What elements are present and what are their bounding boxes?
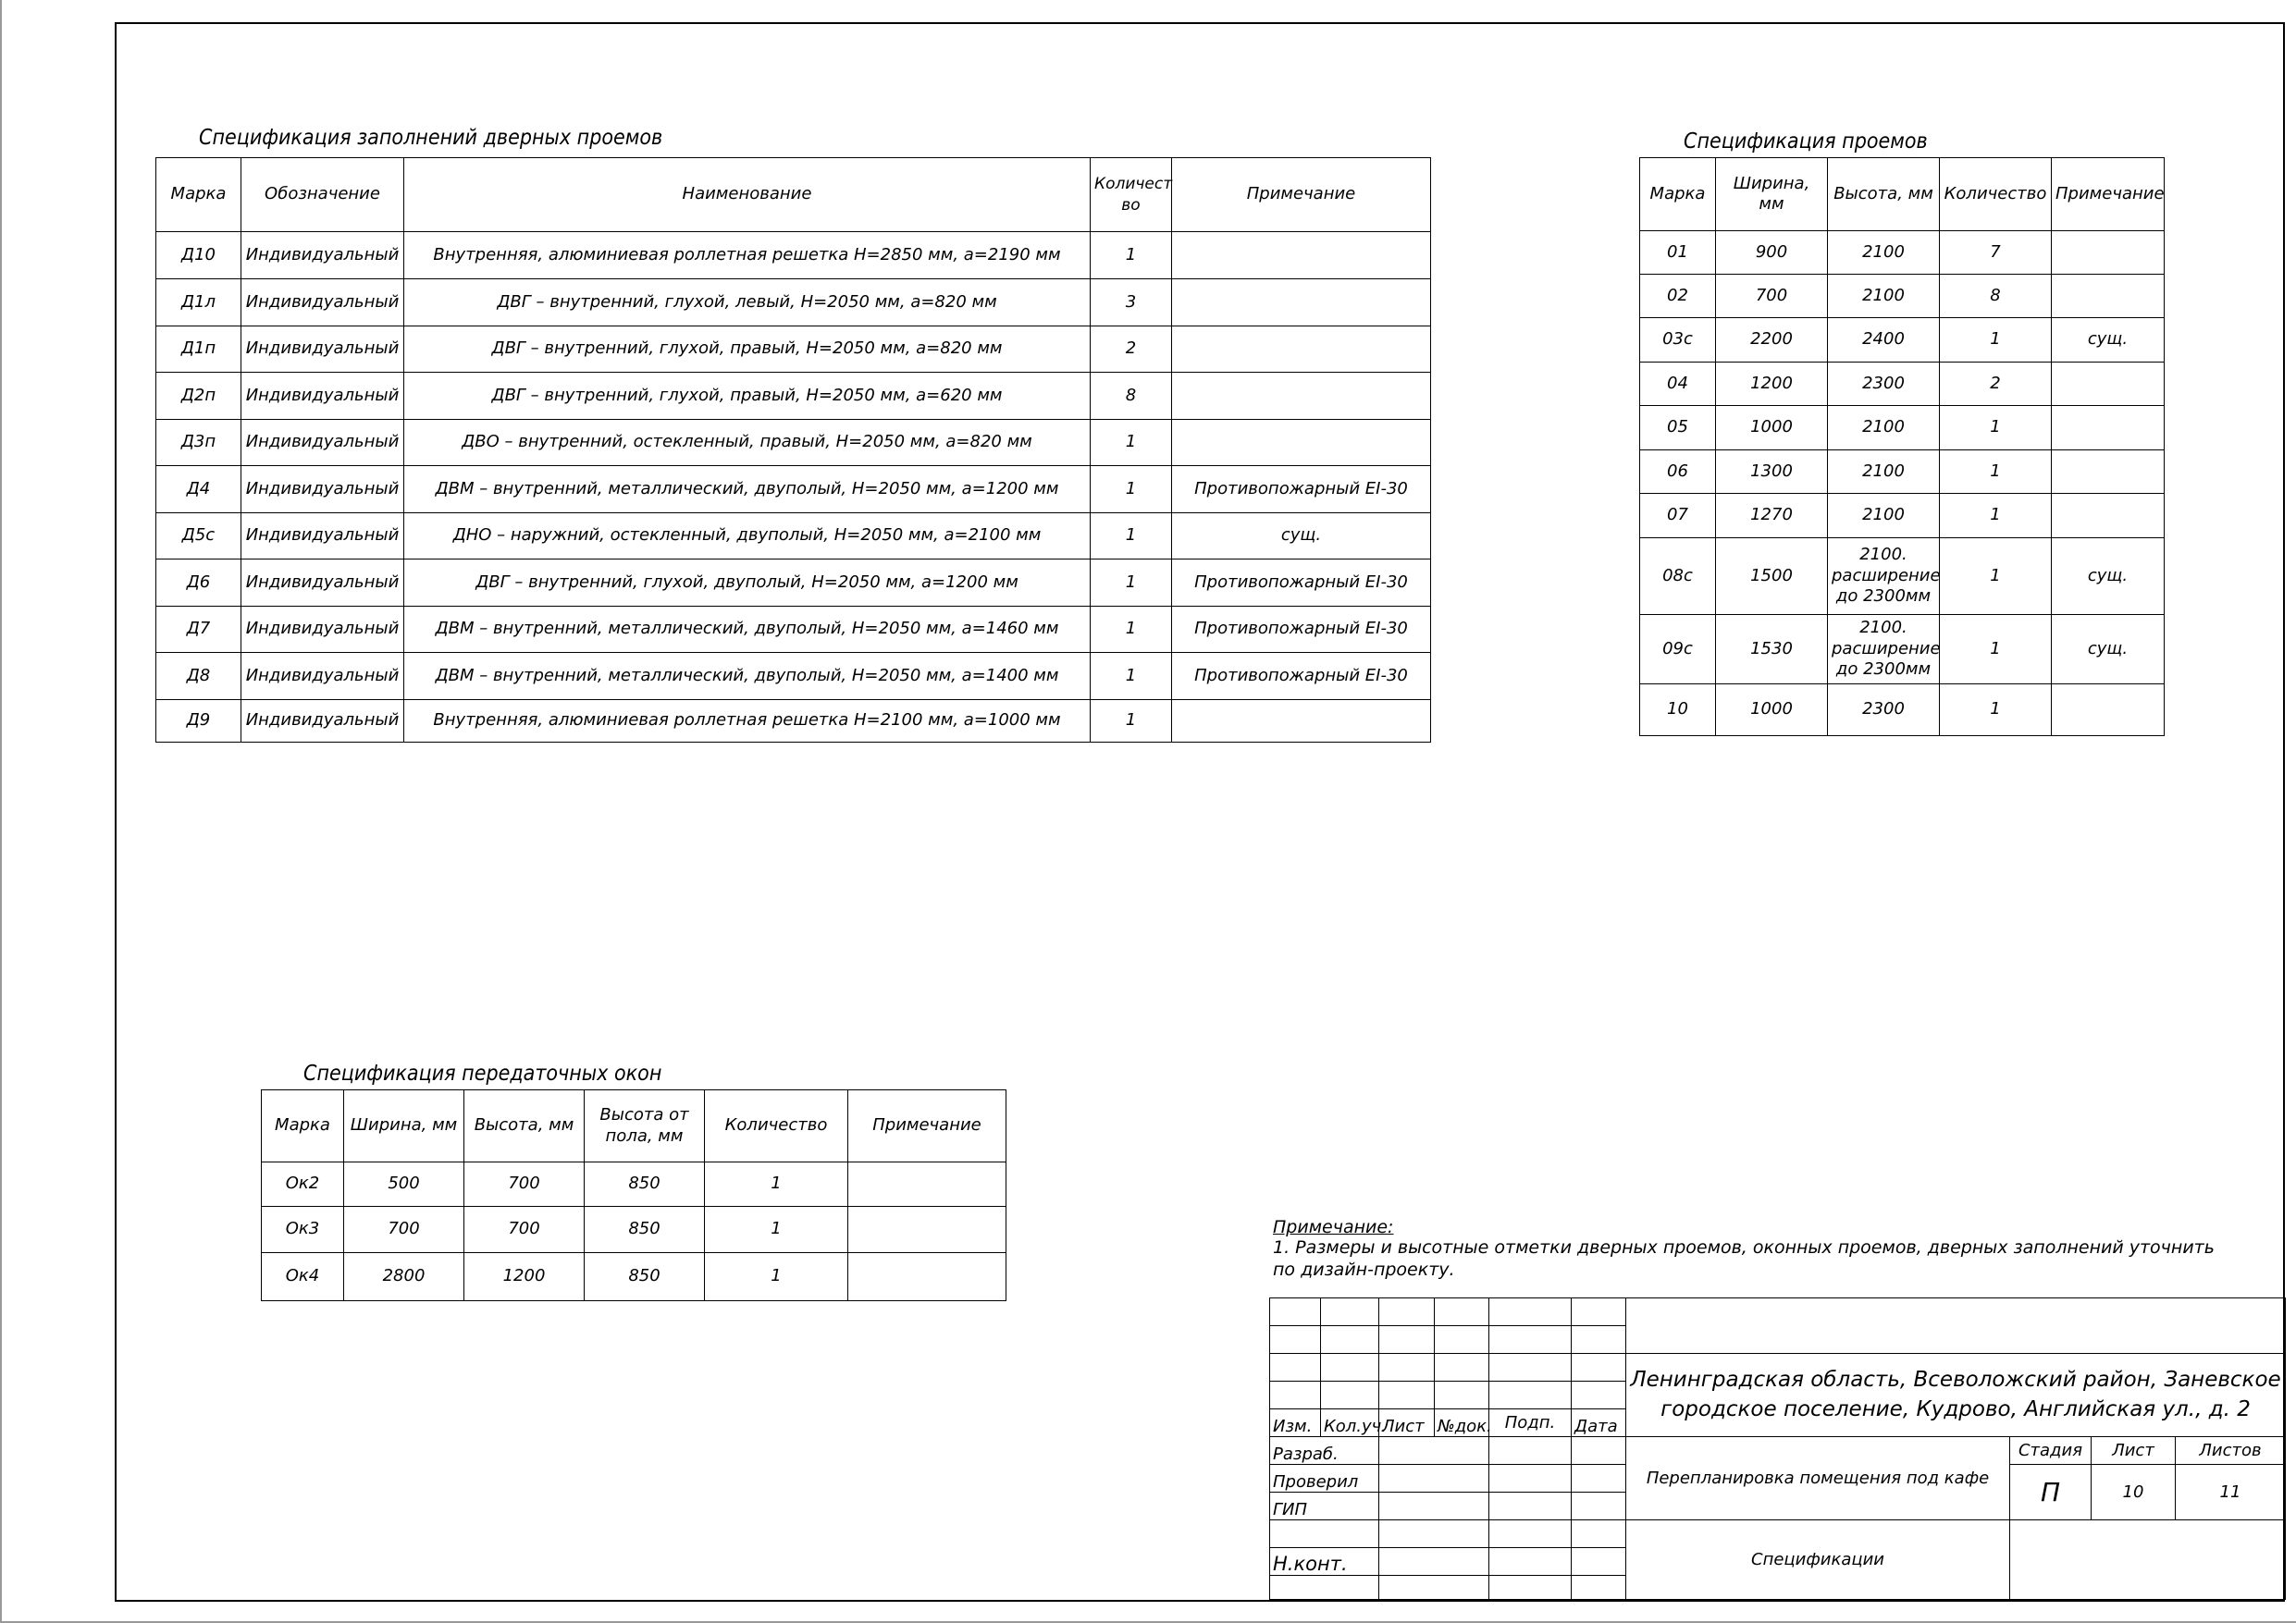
table-cell: 2 bbox=[1940, 363, 2052, 406]
table-cell: 700 bbox=[344, 1207, 464, 1253]
table-cell: 1 bbox=[1940, 615, 2052, 684]
doors-spec-table bbox=[155, 157, 1431, 743]
windows-header: Высота, мм bbox=[464, 1090, 585, 1162]
table-cell: 10 bbox=[1640, 684, 1716, 736]
table-row bbox=[262, 1207, 1006, 1253]
table-cell: 700 bbox=[1716, 275, 1828, 318]
sheet-label: Лист bbox=[2092, 1437, 2176, 1465]
table-cell: 1000 bbox=[1716, 684, 1828, 736]
table-row bbox=[156, 373, 1431, 420]
table-cell: 900 bbox=[1716, 231, 1828, 275]
table-cell bbox=[2052, 231, 2165, 275]
openings-header: Количество bbox=[1940, 158, 2052, 231]
table-row bbox=[156, 326, 1431, 373]
stamp-col-header: Дата bbox=[1572, 1409, 1626, 1437]
table-cell: Индивидуальный bbox=[241, 653, 404, 700]
table-cell: Внутренняя, алюминиевая роллетная решетка H=2100 мм, a=1000 мм bbox=[404, 700, 1091, 743]
table-cell: сущ. bbox=[2052, 318, 2165, 363]
table-cell: 1 bbox=[705, 1162, 848, 1207]
table-cell: 01 bbox=[1640, 231, 1716, 275]
table-cell: Д2п bbox=[156, 373, 241, 420]
table-cell: 700 bbox=[464, 1207, 585, 1253]
table-cell: Д6 bbox=[156, 559, 241, 607]
note-text: 1. Размеры и высотные отметки дверных проемов, оконных проемов, дверных заполнений уточнить по дизайн-проекту. bbox=[1273, 1237, 2215, 1280]
table-cell: сущ. bbox=[1172, 513, 1431, 559]
table-cell: Д7 bbox=[156, 607, 241, 653]
table-cell bbox=[2052, 450, 2165, 494]
table-cell: 07 bbox=[1640, 494, 1716, 538]
table-row bbox=[156, 559, 1431, 607]
windows-header: Количество bbox=[705, 1090, 848, 1162]
table-cell: 2100 bbox=[1828, 231, 1940, 275]
table-cell: ДВМ – внутренний, металлический, двуполый, H=2050 мм, a=1200 мм bbox=[404, 466, 1091, 513]
table-cell bbox=[1172, 279, 1431, 326]
table-row bbox=[156, 513, 1431, 559]
sheet-number: 10 bbox=[2092, 1465, 2176, 1520]
table-cell: 06 bbox=[1640, 450, 1716, 494]
stamp-col-header: Кол.уч. bbox=[1321, 1409, 1379, 1437]
openings-header: Высота, мм bbox=[1828, 158, 1940, 231]
table-cell: 7 bbox=[1940, 231, 2052, 275]
object-address: Ленинградская область, Всеволожский район, Заневское городское поселение, Кудрово, Английская ул., д. 2 bbox=[1626, 1354, 2286, 1437]
table-cell: Д10 bbox=[156, 232, 241, 279]
table-cell: 1 bbox=[1940, 450, 2052, 494]
table-cell: Ок2 bbox=[262, 1162, 344, 1207]
table-cell: 2100 bbox=[1828, 275, 1940, 318]
table-cell: ДВГ – внутренний, глухой, правый, H=2050 мм, a=620 мм bbox=[404, 373, 1091, 420]
stage-label: Стадия bbox=[2010, 1437, 2092, 1465]
table-cell: 1270 bbox=[1716, 494, 1828, 538]
openings-header-row bbox=[1640, 158, 2165, 231]
table-cell: 08с bbox=[1640, 538, 1716, 615]
table-cell: 2800 bbox=[344, 1253, 464, 1301]
table-cell: 500 bbox=[344, 1162, 464, 1207]
table-row bbox=[1640, 684, 2165, 736]
table-cell: 2100 bbox=[1828, 450, 1940, 494]
table-cell: 05 bbox=[1640, 406, 1716, 450]
table-cell bbox=[1172, 373, 1431, 420]
table-cell: ДВМ – внутренний, металлический, двуполый, H=2050 мм, a=1460 мм bbox=[404, 607, 1091, 653]
table-cell: Индивидуальный bbox=[241, 279, 404, 326]
stamp-role: ГИП bbox=[1270, 1493, 1379, 1520]
table-cell: Д3п bbox=[156, 420, 241, 466]
table-cell: Индивидуальный bbox=[241, 420, 404, 466]
table-cell: Ок4 bbox=[262, 1253, 344, 1301]
table-cell: 1 bbox=[1940, 494, 2052, 538]
table-cell: 1300 bbox=[1716, 450, 1828, 494]
table-cell: Индивидуальный bbox=[241, 373, 404, 420]
table-row bbox=[156, 653, 1431, 700]
openings-spec-table bbox=[1639, 157, 2165, 736]
table-row bbox=[1640, 494, 2165, 538]
table-cell bbox=[1172, 232, 1431, 279]
table-row bbox=[262, 1162, 1006, 1207]
table-cell: 1 bbox=[1940, 538, 2052, 615]
doors-header: Количест во bbox=[1091, 158, 1172, 232]
table-cell: 1 bbox=[705, 1253, 848, 1301]
table-cell bbox=[848, 1207, 1006, 1253]
table-row bbox=[156, 466, 1431, 513]
table-row bbox=[1640, 615, 2165, 684]
table-row bbox=[1640, 450, 2165, 494]
stamp-role: Разраб. bbox=[1270, 1437, 1379, 1465]
table-cell bbox=[1172, 326, 1431, 373]
table-row bbox=[1640, 275, 2165, 318]
openings-header: Примечание bbox=[2052, 158, 2165, 231]
table-cell: Д1л bbox=[156, 279, 241, 326]
doors-header: Марка bbox=[156, 158, 241, 232]
table-cell: 1 bbox=[1940, 684, 2052, 736]
doors-header: Обозначение bbox=[241, 158, 404, 232]
table-cell: 2200 bbox=[1716, 318, 1828, 363]
table-cell: 2400 bbox=[1828, 318, 1940, 363]
stamp-col-header: Подп. bbox=[1489, 1409, 1572, 1437]
table-cell: Индивидуальный bbox=[241, 466, 404, 513]
table-cell: Ок3 bbox=[262, 1207, 344, 1253]
table-cell: 700 bbox=[464, 1162, 585, 1207]
table-row bbox=[1640, 363, 2165, 406]
doors-table-title: Спецификация заполнений дверных проемов bbox=[199, 126, 663, 150]
table-cell: 1530 bbox=[1716, 615, 1828, 684]
table-cell bbox=[2052, 406, 2165, 450]
table-cell: 1000 bbox=[1716, 406, 1828, 450]
table-cell: 02 bbox=[1640, 275, 1716, 318]
doors-header: Примечание bbox=[1172, 158, 1431, 232]
stage-value: П bbox=[2010, 1465, 2092, 1520]
table-cell bbox=[1172, 700, 1431, 743]
table-cell: 1 bbox=[1091, 466, 1172, 513]
windows-table-title: Спецификация передаточных окон bbox=[303, 1062, 662, 1086]
table-cell bbox=[2052, 275, 2165, 318]
table-cell: 1 bbox=[1091, 607, 1172, 653]
table-row bbox=[156, 700, 1431, 743]
table-cell: 1500 bbox=[1716, 538, 1828, 615]
stamp-col-header: Изм. bbox=[1270, 1409, 1321, 1437]
table-row bbox=[156, 232, 1431, 279]
table-cell: Д4 bbox=[156, 466, 241, 513]
table-cell bbox=[1172, 420, 1431, 466]
table-cell: 2100 bbox=[1828, 406, 1940, 450]
table-cell: Индивидуальный bbox=[241, 232, 404, 279]
table-row bbox=[1640, 538, 2165, 615]
table-cell: 850 bbox=[585, 1162, 705, 1207]
stamp-role: Н.конт. bbox=[1270, 1548, 1379, 1576]
openings-header: Ширина, мм bbox=[1716, 158, 1828, 231]
table-cell: Индивидуальный bbox=[241, 326, 404, 373]
table-cell: 850 bbox=[585, 1253, 705, 1301]
table-cell: ДВГ – внутренний, глухой, двуполый, H=2050 мм, a=1200 мм bbox=[404, 559, 1091, 607]
openings-header: Марка bbox=[1640, 158, 1716, 231]
windows-header: Ширина, мм bbox=[344, 1090, 464, 1162]
sheets-total: 11 bbox=[2176, 1465, 2286, 1520]
table-cell: Д1п bbox=[156, 326, 241, 373]
table-row bbox=[1640, 406, 2165, 450]
table-cell: 1 bbox=[1091, 420, 1172, 466]
table-cell: 04 bbox=[1640, 363, 1716, 406]
table-cell bbox=[2052, 363, 2165, 406]
table-cell bbox=[2052, 684, 2165, 736]
table-row bbox=[156, 420, 1431, 466]
stamp-role: Проверил bbox=[1270, 1465, 1379, 1493]
project-name: Перепланировка помещения под кафе bbox=[1626, 1437, 2010, 1520]
table-cell: 1 bbox=[1091, 513, 1172, 559]
table-cell: 1 bbox=[1091, 232, 1172, 279]
table-cell: ДВО – внутренний, остекленный, правый, H=2050 мм, a=820 мм bbox=[404, 420, 1091, 466]
title-block bbox=[1269, 1297, 2286, 1600]
windows-header-row bbox=[262, 1090, 1006, 1162]
table-cell: Противопожарный EI-30 bbox=[1172, 466, 1431, 513]
table-cell: Индивидуальный bbox=[241, 559, 404, 607]
table-cell: 1 bbox=[1940, 318, 2052, 363]
table-cell: 2300 bbox=[1828, 684, 1940, 736]
table-row bbox=[156, 607, 1431, 653]
table-cell: 3 bbox=[1091, 279, 1172, 326]
table-cell: 03с bbox=[1640, 318, 1716, 363]
table-cell: Д8 bbox=[156, 653, 241, 700]
table-cell: 09с bbox=[1640, 615, 1716, 684]
table-cell: 1200 bbox=[1716, 363, 1828, 406]
table-cell: ДНО – наружний, остекленный, двуполый, H=2050 мм, a=2100 мм bbox=[404, 513, 1091, 559]
sheets-label: Листов bbox=[2176, 1437, 2286, 1465]
sheet-title: Спецификации bbox=[1626, 1520, 2010, 1600]
table-cell: 1 bbox=[1940, 406, 2052, 450]
table-cell: 8 bbox=[1940, 275, 2052, 318]
table-cell: Индивидуальный bbox=[241, 513, 404, 559]
note-title: Примечание: bbox=[1273, 1217, 1394, 1237]
table-cell: ДВМ – внутренний, металлический, двуполый, H=2050 мм, a=1400 мм bbox=[404, 653, 1091, 700]
table-cell: сущ. bbox=[2052, 538, 2165, 615]
table-cell: Индивидуальный bbox=[241, 607, 404, 653]
table-cell bbox=[848, 1253, 1006, 1301]
table-cell: 2 bbox=[1091, 326, 1172, 373]
doors-header: Наименование bbox=[404, 158, 1091, 232]
table-row bbox=[1640, 318, 2165, 363]
table-cell bbox=[848, 1162, 1006, 1207]
table-cell: 2300 bbox=[1828, 363, 1940, 406]
windows-header: Марка bbox=[262, 1090, 344, 1162]
table-row bbox=[1640, 231, 2165, 275]
stamp-col-header: Лист bbox=[1379, 1409, 1435, 1437]
table-cell: Противопожарный EI-30 bbox=[1172, 607, 1431, 653]
table-cell: Д5с bbox=[156, 513, 241, 559]
windows-spec-table bbox=[261, 1089, 1006, 1301]
table-cell: 850 bbox=[585, 1207, 705, 1253]
table-cell: Противопожарный EI-30 bbox=[1172, 653, 1431, 700]
table-cell: 1 bbox=[1091, 559, 1172, 607]
table-cell: 1 bbox=[705, 1207, 848, 1253]
table-cell: 2100 bbox=[1828, 494, 1940, 538]
table-cell: Д9 bbox=[156, 700, 241, 743]
table-cell: ДВГ – внутренний, глухой, левый, H=2050 мм, a=820 мм bbox=[404, 279, 1091, 326]
general-note bbox=[1273, 1217, 2226, 1282]
table-cell bbox=[2052, 494, 2165, 538]
table-cell: Индивидуальный bbox=[241, 700, 404, 743]
table-cell: сущ. bbox=[2052, 615, 2165, 684]
table-cell: Внутренняя, алюминиевая роллетная решетка H=2850 мм, a=2190 мм bbox=[404, 232, 1091, 279]
table-cell: 1200 bbox=[464, 1253, 585, 1301]
windows-header: Высота от пола, мм bbox=[585, 1090, 705, 1162]
table-cell: Противопожарный EI-30 bbox=[1172, 559, 1431, 607]
table-cell: 8 bbox=[1091, 373, 1172, 420]
windows-header: Примечание bbox=[848, 1090, 1006, 1162]
table-cell: 1 bbox=[1091, 700, 1172, 743]
table-cell: 1 bbox=[1091, 653, 1172, 700]
table-cell: 2100. расширение до 2300мм bbox=[1828, 538, 1940, 615]
stamp-col-header: №док. bbox=[1435, 1409, 1489, 1437]
table-cell: 2100. расширение до 2300мм bbox=[1828, 615, 1940, 684]
table-row bbox=[262, 1253, 1006, 1301]
doors-header-row bbox=[156, 158, 1431, 232]
table-cell: ДВГ – внутренний, глухой, правый, H=2050 мм, a=820 мм bbox=[404, 326, 1091, 373]
table-row bbox=[156, 279, 1431, 326]
openings-table-title: Спецификация проемов bbox=[1684, 129, 1928, 154]
